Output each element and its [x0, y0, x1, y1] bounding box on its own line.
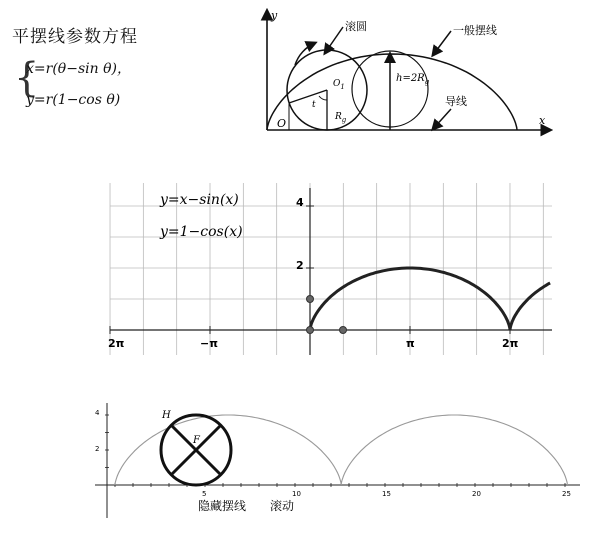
x-tick-label-neg-2pi: 2π — [108, 337, 125, 350]
equation-brace: { — [14, 55, 40, 101]
radius-to-point — [289, 90, 327, 103]
legend-x-equation: y=x−sin(x) — [160, 192, 239, 208]
sim-label-h: H — [162, 410, 171, 421]
page-title: 平摆线参数方程 — [12, 27, 138, 47]
sim-x-tick-label: 10 — [292, 490, 301, 498]
angle-label: t — [312, 100, 316, 110]
sim-x-tick-label: 15 — [382, 490, 391, 498]
radius-label: $R_g$ — [335, 112, 347, 124]
sim-x-tick-label: 5 — [202, 490, 207, 498]
rolling-circle-pointer — [325, 27, 343, 53]
y-tick-label-2: 2 — [296, 259, 304, 272]
sim-y-tick-4: 4 — [95, 409, 100, 417]
sim-y-tick-2: 2 — [95, 445, 100, 453]
y-axis-label: y — [271, 9, 278, 22]
x-axis-label: x — [539, 114, 546, 127]
equation-y: y=r(1−cos θ) — [26, 92, 121, 108]
hide-cycloid-button[interactable]: 隐藏摆线 — [198, 499, 247, 513]
sim-cycloid-curve — [115, 415, 567, 485]
origin-label: O — [277, 117, 287, 130]
rolling-circle-label: 滚圆 — [345, 20, 367, 33]
angle-arc — [319, 96, 327, 100]
equation-x: x=r(θ−sin θ)， — [26, 61, 131, 77]
x-tick-label-pi: π — [406, 337, 415, 350]
directrix-pointer — [433, 109, 451, 129]
height-label: $h=2R_g$ — [396, 73, 430, 86]
cycloid-construction-diagram — [255, 5, 555, 145]
y-tick-label-4: 4 — [296, 196, 304, 209]
graph-point-origin — [307, 327, 314, 334]
sim-x-tick-label: 20 — [472, 490, 481, 498]
cycloid-label: 一般摆线 — [453, 24, 497, 37]
sim-x-tick-label: 25 — [562, 490, 571, 498]
cycloid-curve — [267, 54, 517, 130]
graph-point-a — [307, 296, 314, 303]
graph-point-b — [340, 327, 347, 334]
center-label: $O_1$ — [333, 79, 345, 91]
rolling-circle-simulation — [95, 400, 580, 518]
sim-label-f: F — [193, 435, 200, 446]
sim-rolling-circle-group — [161, 415, 231, 485]
graph-grid — [110, 183, 552, 355]
x-tick-label-2pi: 2π — [502, 337, 519, 350]
directrix-label: 导线 — [445, 95, 467, 108]
legend-y-equation: y=1−cos(x) — [160, 224, 243, 240]
cycloid-graph — [110, 183, 552, 355]
x-tick-label-neg-pi: −π — [200, 337, 218, 350]
roll-button[interactable]: 滚动 — [270, 499, 295, 513]
cycloid-pointer — [433, 31, 451, 55]
